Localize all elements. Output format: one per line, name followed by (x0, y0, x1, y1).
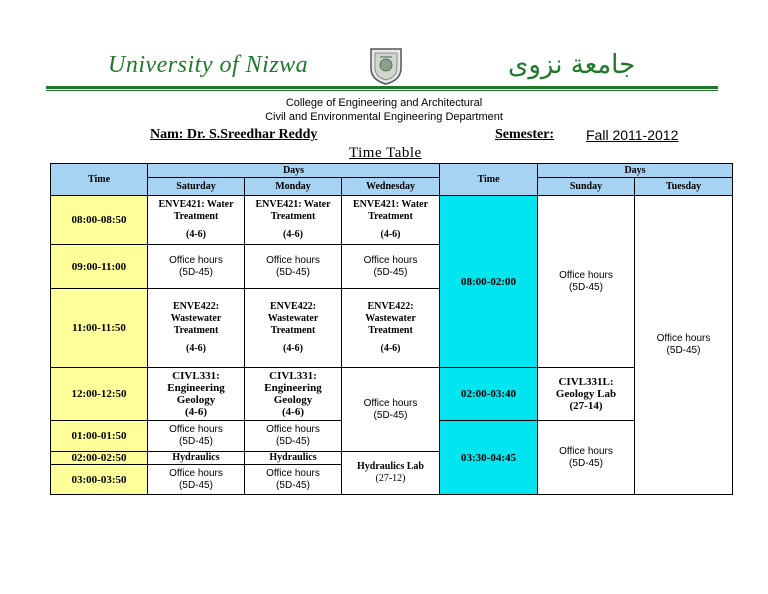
semester-label: Semester: (495, 127, 555, 142)
course-code: ENVE421: Water (255, 199, 331, 210)
office-hours-cell: Office hours (5D-45) (538, 196, 635, 368)
page-title: Time Table (349, 145, 422, 161)
time-slot: 08:00-08:50 (51, 196, 148, 245)
course-code: ENVE421: Water (352, 199, 429, 210)
time-slot: 11:00-11:50 (51, 289, 148, 368)
time-slot: 03:30-04:45 (440, 421, 538, 495)
office-hours-cell: Office hours (5D-45) (148, 421, 245, 452)
class-cell: ENVE422: Wastewater Treatment (4-6) (148, 289, 245, 368)
university-name-arabic: جامعة نزوى (508, 50, 636, 80)
right-timetable (439, 163, 733, 495)
class-cell: CIVL331: Engineering Geology (4-6) (245, 368, 342, 421)
header-rule-thin (46, 90, 718, 91)
class-cell: CIVL331: Engineering Geology (4-6) (148, 368, 245, 421)
instructor-name: Nam: Dr. S.Sreedhar Reddy (150, 127, 318, 142)
time-slot: 12:00-12:50 (51, 368, 148, 421)
college-name: College of Engineering and Architectural (285, 97, 483, 109)
time-slot: 01:00-01:50 (51, 421, 148, 452)
time-slot: 02:00-02:50 (51, 452, 148, 465)
course-code: ENVE421: Water (158, 199, 234, 210)
class-cell: Hydraulics (245, 452, 342, 465)
course-room: (4-6) (380, 229, 401, 240)
day-saturday: Saturday (148, 178, 245, 196)
office-hours-cell: Office hours (5D-45) (342, 245, 440, 289)
class-cell (245, 196, 342, 245)
lab-cell: CIVL331L: Geology Lab (27-14) (538, 368, 635, 421)
time-header: Time (440, 164, 538, 196)
course-room: (4-6) (186, 229, 206, 240)
time-slot: 09:00-11:00 (51, 245, 148, 289)
office-hours-cell: Office hours (5D-45) (245, 465, 342, 495)
class-cell (148, 196, 245, 245)
office-hours-cell: Office hours (5D-45) (148, 465, 245, 495)
day-wednesday: Wednesday (342, 178, 440, 196)
office-hours-cell: Office hours (5D-45) (245, 245, 342, 289)
department-name: Civil and Environmental Engineering Department (265, 111, 503, 123)
day-monday: Monday (245, 178, 342, 196)
time-slot: 03:00-03:50 (51, 465, 148, 495)
office-hours-cell: Office hours (5D-45) (245, 421, 342, 452)
course-name: Treatment (368, 211, 413, 222)
class-cell: ENVE422: Wastewater Treatment (4-6) (245, 289, 342, 368)
lab-cell: Hydraulics Lab (27-12) (342, 452, 440, 495)
semester-value: Fall 2011-2012 (586, 127, 679, 143)
office-hours-cell: Office hours (5D-45) (342, 368, 440, 452)
course-name: Treatment (270, 211, 316, 222)
office-hours-cell: Office hours (5D-45) (148, 245, 245, 289)
time-header: Time (51, 164, 148, 196)
office-hours-cell: Office hours (5D-45) (635, 196, 733, 495)
left-timetable (50, 163, 440, 495)
days-header: Days (148, 164, 440, 178)
header-rule (46, 86, 718, 89)
course-room: (4-6) (283, 229, 303, 240)
course-name: Treatment (173, 211, 219, 222)
class-cell: Hydraulics (148, 452, 245, 465)
office-hours-cell: Office hours (5D-45) (538, 421, 635, 495)
day-sunday: Sunday (538, 178, 635, 196)
class-cell: ENVE422: Wastewater Treatment (4-6) (342, 289, 440, 368)
university-name-english: University of Nizwa (108, 52, 309, 78)
time-slot: 02:00-03:40 (440, 368, 538, 421)
class-cell (342, 196, 440, 245)
days-header: Days (538, 164, 733, 178)
time-slot: 08:00-02:00 (440, 196, 538, 368)
day-tuesday: Tuesday (635, 178, 733, 196)
university-crest-icon (368, 46, 404, 86)
